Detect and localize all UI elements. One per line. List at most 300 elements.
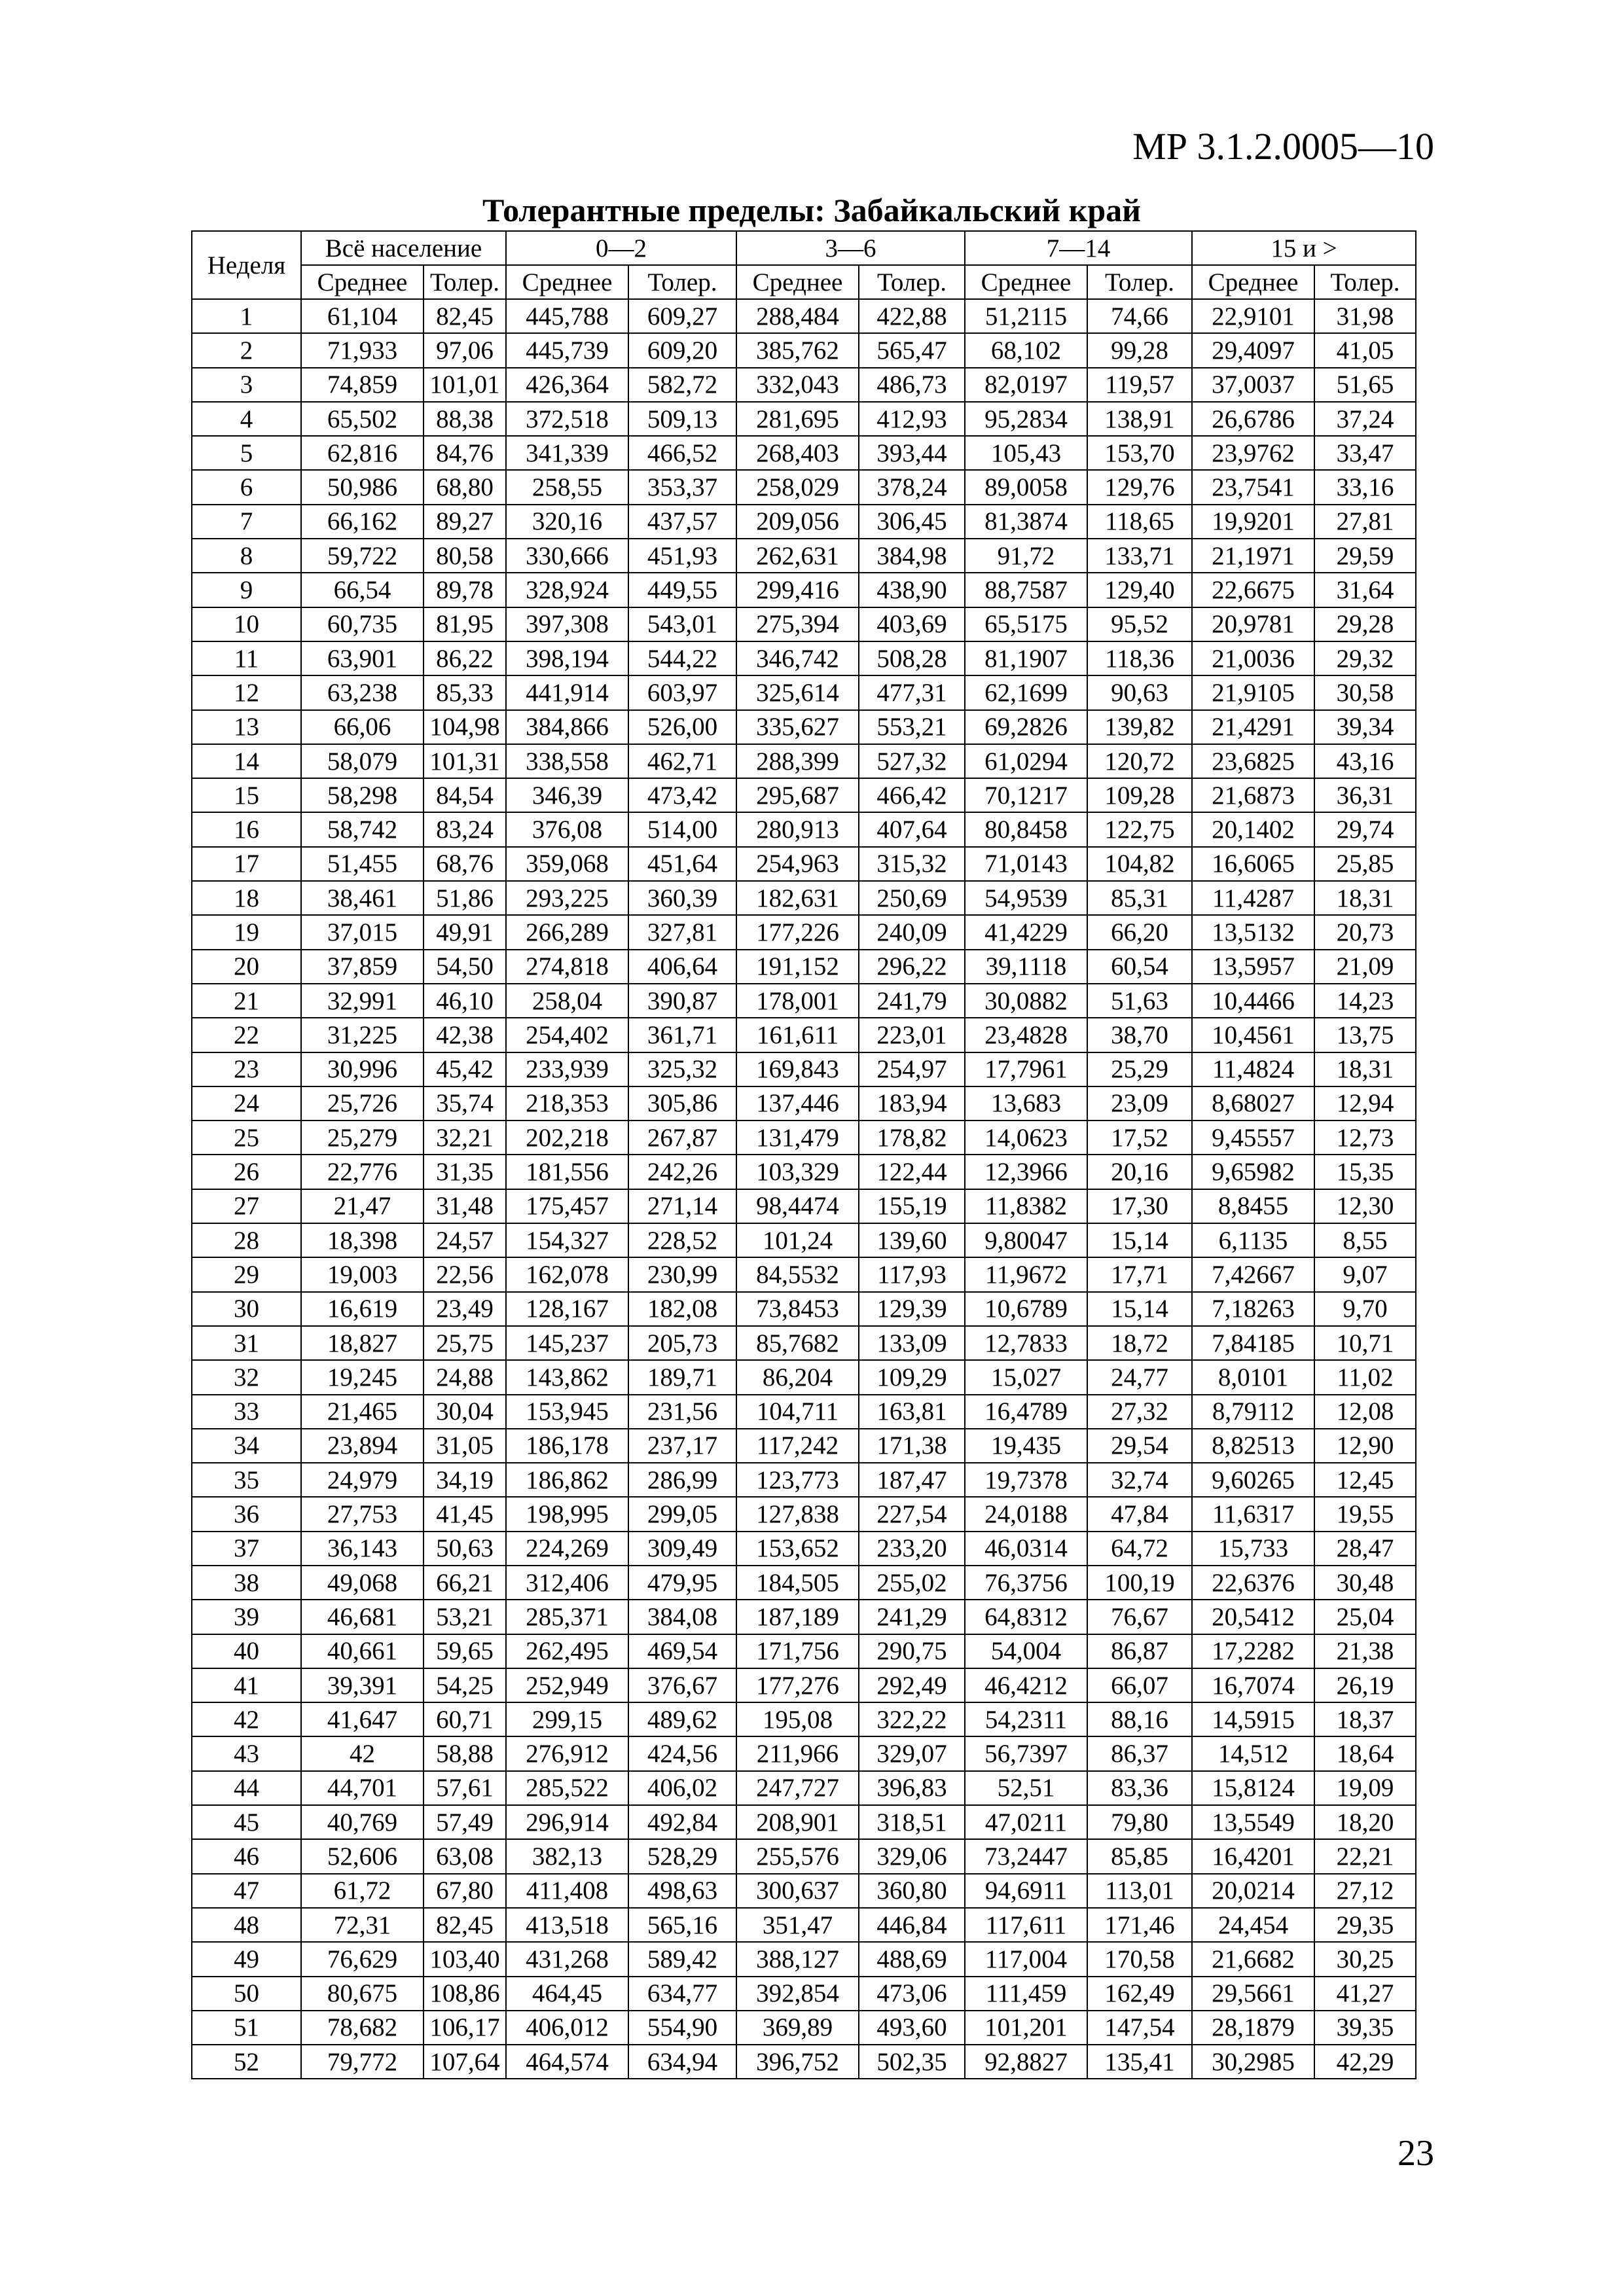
value-cell: 320,16 [506,505,628,539]
value-cell: 309,49 [628,1532,736,1566]
value-cell: 267,87 [628,1121,736,1155]
value-cell: 19,435 [965,1429,1087,1463]
value-cell: 19,9201 [1192,505,1314,539]
value-cell: 406,64 [628,950,736,984]
value-cell: 12,90 [1314,1429,1416,1463]
value-cell: 76,629 [301,1942,424,1976]
value-cell: 609,27 [628,299,736,333]
value-cell: 31,48 [424,1189,506,1223]
value-cell: 187,189 [736,1600,859,1634]
value-cell: 123,773 [736,1463,859,1497]
value-cell: 281,695 [736,402,859,436]
value-cell: 76,67 [1087,1600,1192,1634]
table-row [192,1874,1416,1908]
value-cell: 66,06 [301,710,424,744]
value-cell: 385,762 [736,333,859,367]
value-cell: 422,88 [859,299,965,333]
table-row [192,1839,1416,1873]
value-cell: 27,81 [1314,505,1416,539]
value-cell: 18,64 [1314,1736,1416,1770]
value-cell: 184,505 [736,1566,859,1600]
group-header-all: Всё население [301,231,506,265]
value-cell: 462,71 [628,744,736,778]
value-cell: 38,70 [1087,1018,1192,1052]
value-cell: 498,63 [628,1874,736,1908]
value-cell: 360,80 [859,1874,965,1908]
value-cell: 262,631 [736,539,859,573]
value-cell: 25,279 [301,1121,424,1155]
value-cell: 224,269 [506,1532,628,1566]
value-cell: 441,914 [506,675,628,709]
value-cell: 187,47 [859,1463,965,1497]
value-cell: 39,391 [301,1668,424,1702]
value-cell: 544,22 [628,641,736,675]
value-cell: 83,24 [424,812,506,846]
table-row [192,2011,1416,2045]
week-cell: 33 [192,1395,301,1429]
value-cell: 18,398 [301,1223,424,1257]
value-cell: 23,6825 [1192,744,1314,778]
value-cell: 16,4789 [965,1395,1087,1429]
value-cell: 22,56 [424,1257,506,1291]
value-cell: 266,289 [506,915,628,949]
value-cell: 163,81 [859,1395,965,1429]
value-cell: 486,73 [859,368,965,402]
value-cell: 181,556 [506,1155,628,1189]
group-header-7-14: 7—14 [965,231,1192,265]
value-cell: 23,49 [424,1292,506,1326]
value-cell: 306,45 [859,505,965,539]
value-cell: 300,637 [736,1874,859,1908]
value-cell: 98,4474 [736,1189,859,1223]
value-cell: 81,1907 [965,641,1087,675]
value-cell: 424,56 [628,1736,736,1770]
value-cell: 32,74 [1087,1463,1192,1497]
value-cell: 85,33 [424,675,506,709]
value-cell: 8,79112 [1192,1395,1314,1429]
week-cell: 31 [192,1326,301,1360]
value-cell: 57,49 [424,1805,506,1839]
week-cell: 42 [192,1702,301,1736]
value-cell: 154,327 [506,1223,628,1257]
value-cell: 10,71 [1314,1326,1416,1360]
value-cell: 133,71 [1087,539,1192,573]
value-cell: 10,6789 [965,1292,1087,1326]
value-cell: 31,35 [424,1155,506,1189]
value-cell: 37,0037 [1192,368,1314,402]
value-cell: 18,72 [1087,1326,1192,1360]
value-cell: 13,75 [1314,1018,1416,1052]
value-cell: 122,44 [859,1155,965,1189]
subheader-tolerance: Толер. [859,265,965,299]
value-cell: 139,60 [859,1223,965,1257]
value-cell: 37,24 [1314,402,1416,436]
value-cell: 64,72 [1087,1532,1192,1566]
value-cell: 19,245 [301,1360,424,1394]
week-cell: 46 [192,1839,301,1873]
page-number: 23 [1398,2133,1434,2174]
value-cell: 81,3874 [965,505,1087,539]
value-cell: 10,4561 [1192,1018,1314,1052]
value-cell: 54,004 [965,1634,1087,1668]
week-cell: 18 [192,881,301,915]
value-cell: 325,32 [628,1052,736,1086]
value-cell: 80,8458 [965,812,1087,846]
table-row [192,1257,1416,1291]
value-cell: 19,7378 [965,1463,1087,1497]
value-cell: 129,39 [859,1292,965,1326]
value-cell: 15,733 [1192,1532,1314,1566]
value-cell: 186,862 [506,1463,628,1497]
value-cell: 32,21 [424,1121,506,1155]
value-cell: 49,068 [301,1566,424,1600]
value-cell: 29,5661 [1192,1977,1314,2011]
value-cell: 162,49 [1087,1977,1192,2011]
value-cell: 36,143 [301,1532,424,1566]
table-row [192,881,1416,915]
value-cell: 109,28 [1087,778,1192,812]
value-cell: 492,84 [628,1805,736,1839]
value-cell: 398,194 [506,641,628,675]
value-cell: 438,90 [859,573,965,607]
value-cell: 50,986 [301,470,424,504]
value-cell: 341,339 [506,436,628,470]
week-cell: 10 [192,607,301,641]
value-cell: 292,49 [859,1668,965,1702]
value-cell: 30,2985 [1192,2045,1314,2079]
group-header-15-plus: 15 и > [1192,231,1416,265]
week-cell: 40 [192,1634,301,1668]
subheader-tolerance: Толер. [424,265,506,299]
value-cell: 58,079 [301,744,424,778]
table-row [192,1052,1416,1086]
table-row [192,1942,1416,1976]
value-cell: 24,454 [1192,1908,1314,1942]
value-cell: 412,93 [859,402,965,436]
value-cell: 104,98 [424,710,506,744]
value-cell: 361,71 [628,1018,736,1052]
value-cell: 178,001 [736,984,859,1018]
value-cell: 8,68027 [1192,1086,1314,1121]
value-cell: 41,27 [1314,1977,1416,2011]
value-cell: 258,55 [506,470,628,504]
value-cell: 56,7397 [965,1736,1087,1770]
value-cell: 65,5175 [965,607,1087,641]
subheader-tolerance: Толер. [1087,265,1192,299]
week-cell: 28 [192,1223,301,1257]
week-cell: 30 [192,1292,301,1326]
value-cell: 22,9101 [1192,299,1314,333]
value-cell: 9,65982 [1192,1155,1314,1189]
value-cell: 51,65 [1314,368,1416,402]
value-cell: 60,735 [301,607,424,641]
value-cell: 27,32 [1087,1395,1192,1429]
table-row [192,1189,1416,1223]
value-cell: 275,394 [736,607,859,641]
value-cell: 42 [301,1736,424,1770]
week-header: Неделя [192,231,301,299]
value-cell: 388,127 [736,1942,859,1976]
value-cell: 603,97 [628,675,736,709]
subheader-mean: Среднее [301,265,424,299]
value-cell: 49,91 [424,915,506,949]
value-cell: 25,29 [1087,1052,1192,1086]
value-cell: 47,0211 [965,1805,1087,1839]
value-cell: 431,268 [506,1942,628,1976]
value-cell: 21,47 [301,1189,424,1223]
value-cell: 20,1402 [1192,812,1314,846]
value-cell: 315,32 [859,847,965,881]
week-cell: 36 [192,1497,301,1531]
value-cell: 392,854 [736,1977,859,2011]
value-cell: 29,32 [1314,641,1416,675]
value-cell: 28,1879 [1192,2011,1314,2045]
value-cell: 153,70 [1087,436,1192,470]
table-row [192,710,1416,744]
value-cell: 31,05 [424,1429,506,1463]
value-cell: 18,31 [1314,881,1416,915]
week-cell: 4 [192,402,301,436]
week-cell: 48 [192,1908,301,1942]
table-row [192,1908,1416,1942]
week-cell: 37 [192,1532,301,1566]
week-cell: 5 [192,436,301,470]
table-row [192,1018,1416,1052]
value-cell: 286,99 [628,1463,736,1497]
value-cell: 589,42 [628,1942,736,1976]
value-cell: 11,9672 [965,1257,1087,1291]
value-cell: 233,20 [859,1532,965,1566]
value-cell: 21,9105 [1192,675,1314,709]
value-cell: 40,661 [301,1634,424,1668]
table-row [192,1155,1416,1189]
value-cell: 182,631 [736,881,859,915]
value-cell: 127,838 [736,1497,859,1531]
value-cell: 111,459 [965,1977,1087,2011]
value-cell: 13,5132 [1192,915,1314,949]
value-cell: 131,479 [736,1121,859,1155]
value-cell: 299,15 [506,1702,628,1736]
week-cell: 52 [192,2045,301,2079]
value-cell: 47,84 [1087,1497,1192,1531]
value-cell: 382,13 [506,1839,628,1873]
value-cell: 30,25 [1314,1942,1416,1976]
value-cell: 255,576 [736,1839,859,1873]
week-cell: 32 [192,1360,301,1394]
value-cell: 61,104 [301,299,424,333]
value-cell: 50,63 [424,1532,506,1566]
value-cell: 329,07 [859,1736,965,1770]
value-cell: 9,80047 [965,1223,1087,1257]
value-cell: 15,14 [1087,1292,1192,1326]
value-cell: 247,727 [736,1771,859,1805]
table-row [192,1702,1416,1736]
table-row [192,368,1416,402]
week-cell: 35 [192,1463,301,1497]
value-cell: 8,55 [1314,1223,1416,1257]
value-cell: 195,08 [736,1702,859,1736]
value-cell: 413,518 [506,1908,628,1942]
week-cell: 25 [192,1121,301,1155]
value-cell: 183,94 [859,1086,965,1121]
value-cell: 42,29 [1314,2045,1416,2079]
value-cell: 25,85 [1314,847,1416,881]
value-cell: 107,64 [424,2045,506,2079]
value-cell: 378,24 [859,470,965,504]
value-cell: 153,652 [736,1532,859,1566]
value-cell: 81,95 [424,607,506,641]
value-cell: 76,3756 [965,1566,1087,1600]
value-cell: 634,94 [628,2045,736,2079]
table-row [192,812,1416,846]
value-cell: 101,201 [965,2011,1087,2045]
value-cell: 241,29 [859,1600,965,1634]
table-row [192,1395,1416,1429]
value-cell: 565,16 [628,1908,736,1942]
value-cell: 274,818 [506,950,628,984]
value-cell: 477,31 [859,675,965,709]
value-cell: 43,16 [1314,744,1416,778]
week-cell: 9 [192,573,301,607]
value-cell: 38,461 [301,881,424,915]
table-row [192,1771,1416,1805]
value-cell: 493,60 [859,2011,965,2045]
value-cell: 28,47 [1314,1532,1416,1566]
value-cell: 85,85 [1087,1839,1192,1873]
value-cell: 61,0294 [965,744,1087,778]
value-cell: 31,64 [1314,573,1416,607]
week-cell: 8 [192,539,301,573]
group-header-3-6: 3—6 [736,231,965,265]
value-cell: 359,068 [506,847,628,881]
value-cell: 384,98 [859,539,965,573]
value-cell: 145,237 [506,1326,628,1360]
value-cell: 280,913 [736,812,859,846]
value-cell: 322,22 [859,1702,965,1736]
value-cell: 16,6065 [1192,847,1314,881]
table-row [192,1634,1416,1668]
value-cell: 62,1699 [965,675,1087,709]
value-cell: 369,89 [736,2011,859,2045]
value-cell: 312,406 [506,1566,628,1600]
subheader-tolerance: Толер. [628,265,736,299]
value-cell: 293,225 [506,881,628,915]
subheader-tolerance: Толер. [1314,265,1416,299]
value-cell: 78,682 [301,2011,424,2045]
value-cell: 41,4229 [965,915,1087,949]
value-cell: 101,01 [424,368,506,402]
value-cell: 104,82 [1087,847,1192,881]
value-cell: 39,1118 [965,950,1087,984]
value-cell: 338,558 [506,744,628,778]
value-cell: 135,41 [1087,2045,1192,2079]
value-cell: 11,6317 [1192,1497,1314,1531]
value-cell: 230,99 [628,1257,736,1291]
value-cell: 15,8124 [1192,1771,1314,1805]
value-cell: 51,455 [301,847,424,881]
value-cell: 39,34 [1314,710,1416,744]
value-cell: 384,866 [506,710,628,744]
value-cell: 21,38 [1314,1634,1416,1668]
value-cell: 186,178 [506,1429,628,1463]
value-cell: 52,51 [965,1771,1087,1805]
value-cell: 295,687 [736,778,859,812]
value-cell: 8,8455 [1192,1189,1314,1223]
value-cell: 33,16 [1314,470,1416,504]
value-cell: 66,21 [424,1566,506,1600]
value-cell: 16,619 [301,1292,424,1326]
value-cell: 554,90 [628,2011,736,2045]
week-cell: 13 [192,710,301,744]
value-cell: 82,45 [424,299,506,333]
value-cell: 23,4828 [965,1018,1087,1052]
value-cell: 29,4097 [1192,333,1314,367]
value-cell: 58,298 [301,778,424,812]
value-cell: 299,05 [628,1497,736,1531]
value-cell: 84,54 [424,778,506,812]
value-cell: 89,27 [424,505,506,539]
value-cell: 27,753 [301,1497,424,1531]
value-cell: 21,465 [301,1395,424,1429]
value-cell: 14,5915 [1192,1702,1314,1736]
value-cell: 396,83 [859,1771,965,1805]
value-cell: 449,55 [628,573,736,607]
value-cell: 120,72 [1087,744,1192,778]
table-row [192,1121,1416,1155]
week-cell: 45 [192,1805,301,1839]
value-cell: 332,043 [736,368,859,402]
value-cell: 335,627 [736,710,859,744]
value-cell: 296,914 [506,1805,628,1839]
table-row [192,573,1416,607]
value-cell: 46,0314 [965,1532,1087,1566]
week-cell: 34 [192,1429,301,1463]
value-cell: 254,97 [859,1052,965,1086]
value-cell: 19,003 [301,1257,424,1291]
value-cell: 52,606 [301,1839,424,1873]
value-cell: 40,769 [301,1805,424,1839]
value-cell: 211,966 [736,1736,859,1770]
value-cell: 11,4287 [1192,881,1314,915]
value-cell: 384,08 [628,1600,736,1634]
value-cell: 13,683 [965,1086,1087,1121]
value-cell: 19,09 [1314,1771,1416,1805]
table-title: Толерантные пределы: Забайкальский край [482,192,1141,228]
table-row [192,1223,1416,1257]
value-cell: 133,09 [859,1326,965,1360]
value-cell: 218,353 [506,1086,628,1121]
value-cell: 451,93 [628,539,736,573]
week-cell: 43 [192,1736,301,1770]
value-cell: 35,74 [424,1086,506,1121]
value-cell: 21,09 [1314,950,1416,984]
value-cell: 14,0623 [965,1121,1087,1155]
value-cell: 161,611 [736,1018,859,1052]
value-cell: 276,912 [506,1736,628,1770]
value-cell: 254,963 [736,847,859,881]
value-cell: 346,742 [736,641,859,675]
value-cell: 25,04 [1314,1600,1416,1634]
value-cell: 54,25 [424,1668,506,1702]
value-cell: 346,39 [506,778,628,812]
value-cell: 7,84185 [1192,1326,1314,1360]
week-cell: 50 [192,1977,301,2011]
value-cell: 89,78 [424,573,506,607]
value-cell: 27,12 [1314,1874,1416,1908]
value-cell: 10,4466 [1192,984,1314,1018]
value-cell: 153,945 [506,1395,628,1429]
value-cell: 12,08 [1314,1395,1416,1429]
